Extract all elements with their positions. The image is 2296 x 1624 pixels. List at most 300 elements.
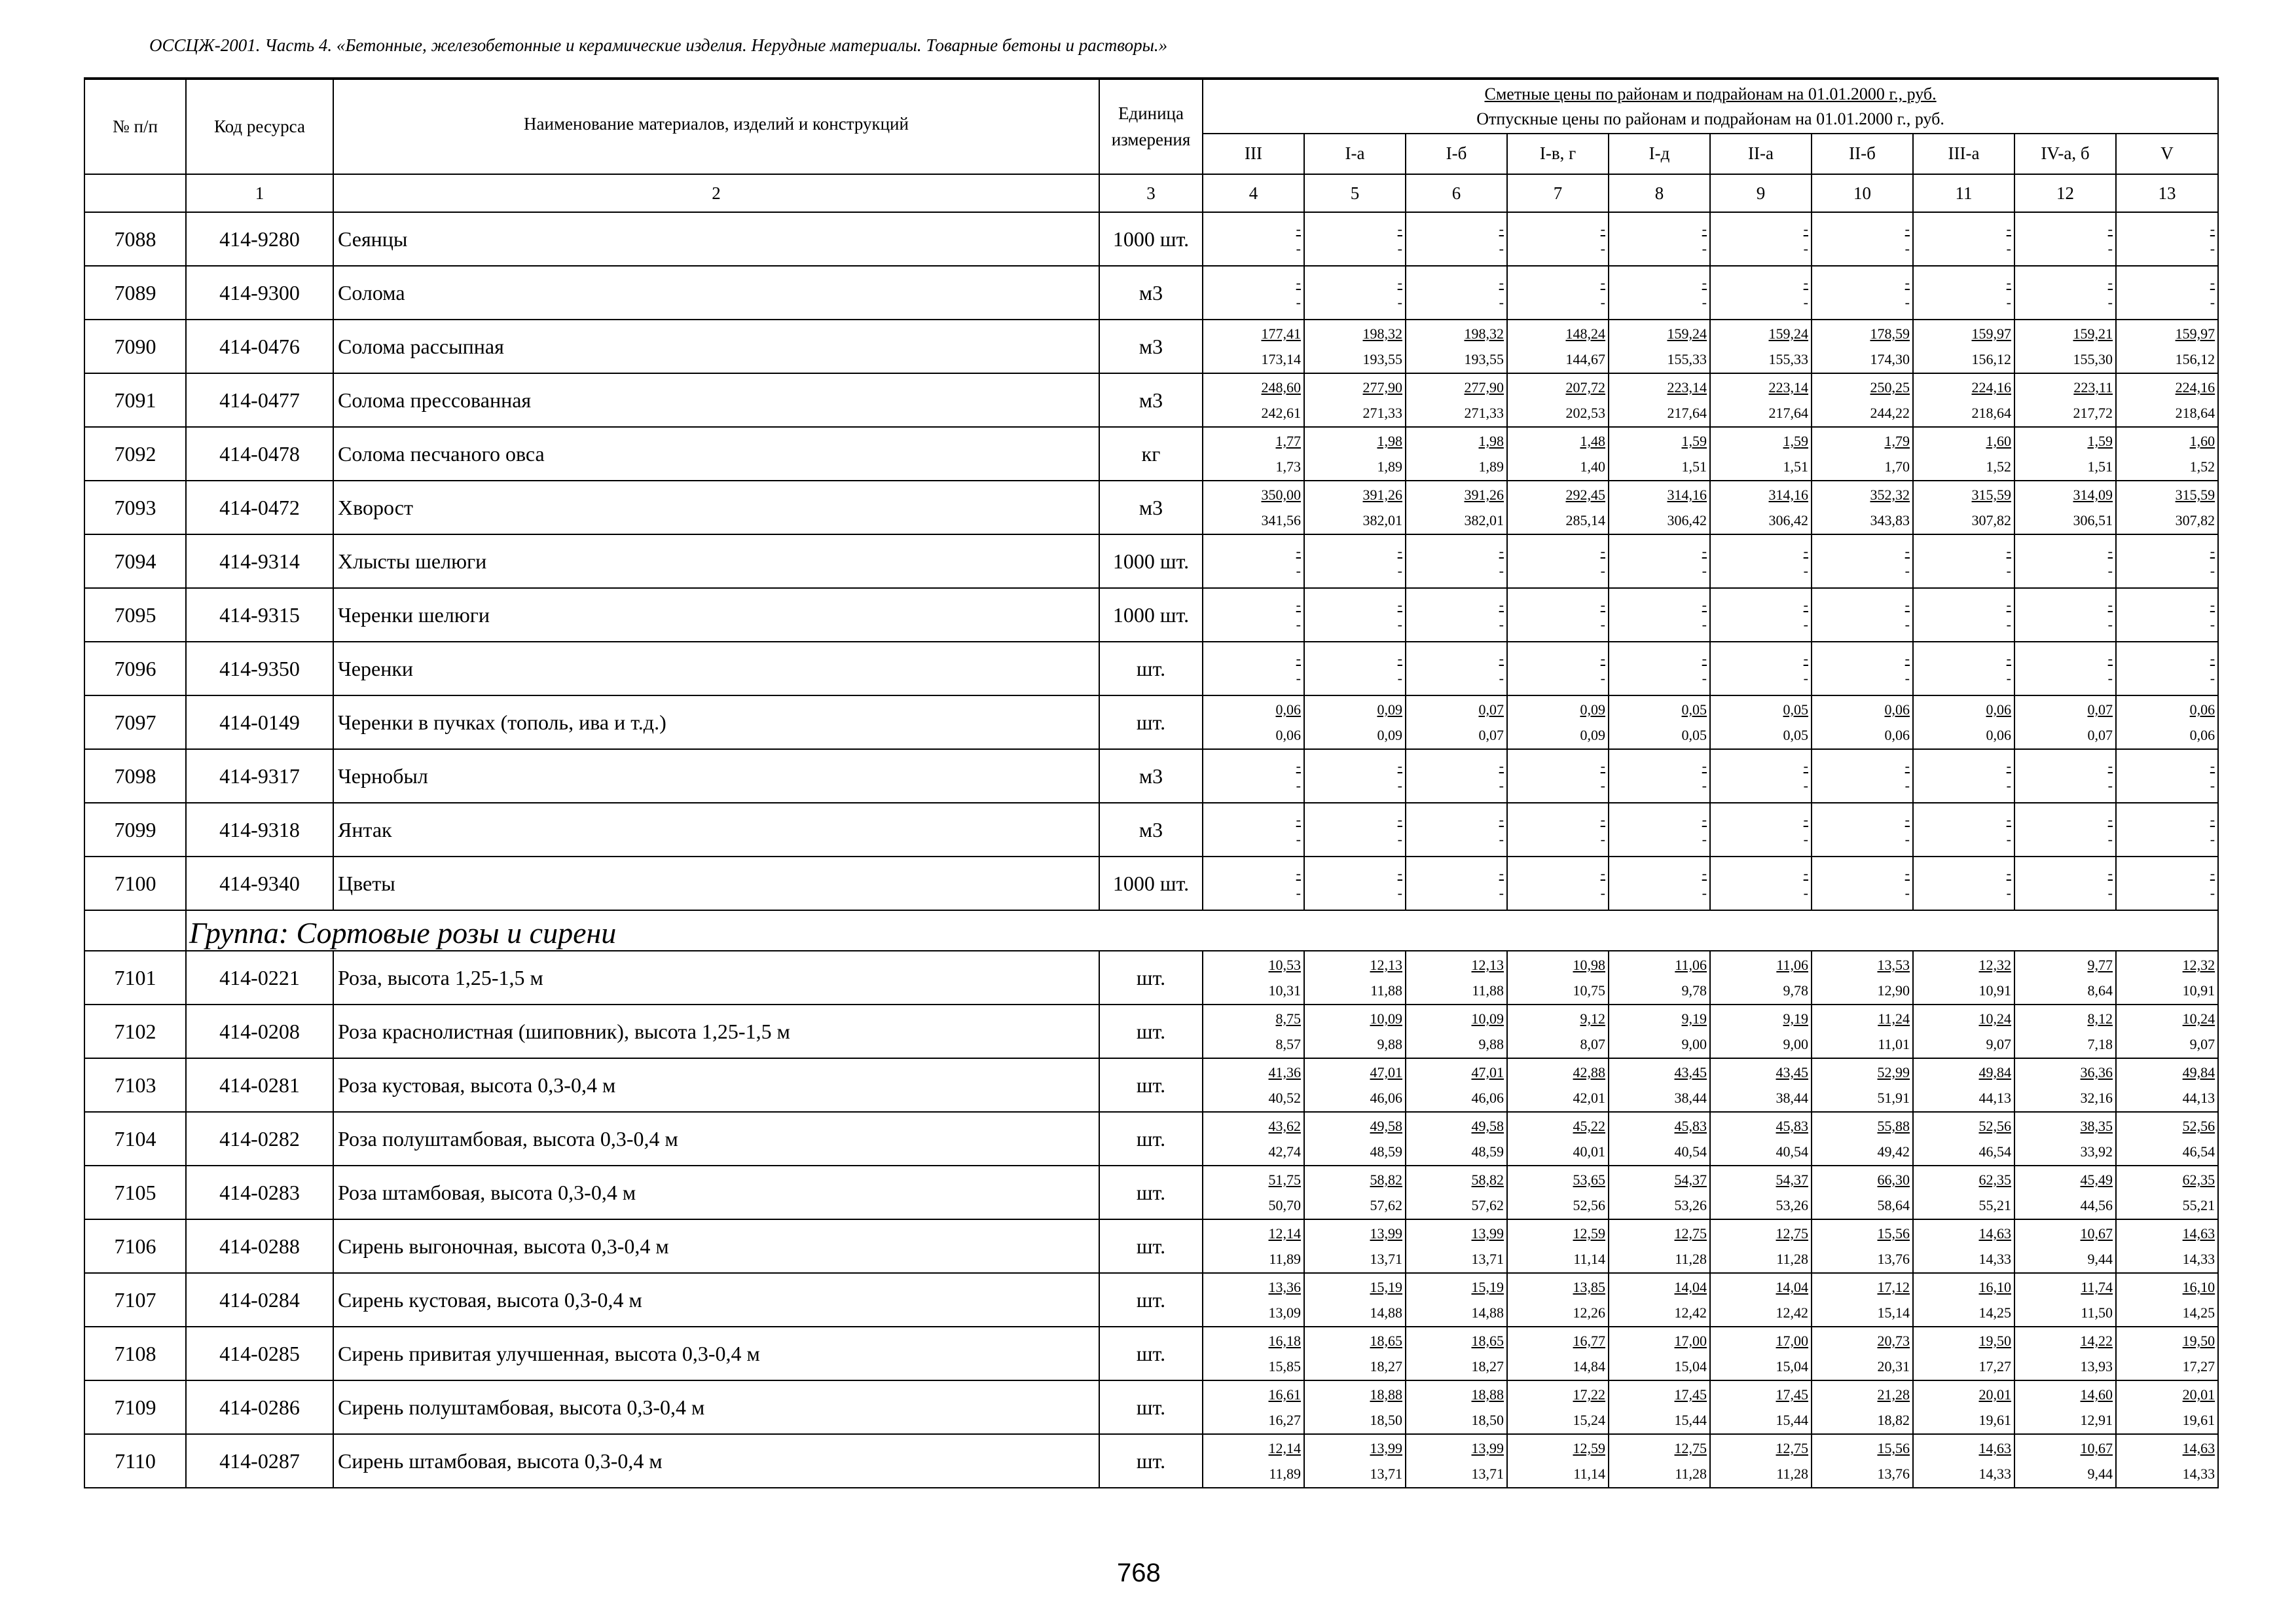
price-cell (1609, 695, 1710, 749)
estimated-price: - (1397, 221, 1402, 237)
release-price: 49,42 (1877, 1143, 1910, 1160)
estimated-price: - (1296, 650, 1301, 667)
price-cell (1406, 642, 1507, 695)
unit: шт. (1099, 1005, 1203, 1058)
row-number: 7107 (84, 1273, 186, 1327)
price-cell (2014, 1380, 2116, 1434)
estimated-price: 0,05 (1681, 701, 1707, 718)
price-cell (1609, 534, 1710, 588)
resource-code: 414-0282 (186, 1112, 333, 1166)
estimated-price: 14,63 (1978, 1440, 2011, 1456)
header-prices-estimated: Сметные цены по районам и подрайонам на 01.01.2000 г., руб. (1484, 84, 1937, 103)
release-price: 10,75 (1573, 982, 1605, 999)
price-cell (1507, 642, 1609, 695)
resource-code: 414-9280 (186, 212, 333, 266)
resource-code: 414-0478 (186, 427, 333, 481)
release-price: 12,26 (1573, 1304, 1605, 1321)
estimated-price: 11,24 (1878, 1010, 1910, 1027)
release-price: - (1803, 777, 1808, 794)
price-cell (1406, 266, 1507, 320)
unit: м3 (1099, 266, 1203, 320)
price-cell (1609, 1112, 1710, 1166)
price-cell (1710, 1434, 1812, 1488)
estimated-price: 0,09 (1580, 701, 1605, 718)
price-cell (2116, 481, 2218, 534)
estimated-price: - (1803, 811, 1808, 828)
estimated-price: - (2107, 811, 2113, 828)
estimated-price: 14,60 (2080, 1386, 2113, 1403)
price-cell (1609, 212, 1710, 266)
price-cell (1609, 427, 1710, 481)
row-number: 7088 (84, 212, 186, 266)
price-cell (1304, 1219, 1406, 1273)
column-number: 5 (1304, 174, 1406, 212)
release-price: 9,07 (1986, 1036, 2011, 1052)
release-price: 15,85 (1268, 1358, 1301, 1375)
release-price: 11,50 (2081, 1304, 2113, 1321)
price-cell (1406, 1005, 1507, 1058)
release-price: - (1499, 240, 1504, 257)
unit: кг (1099, 427, 1203, 481)
price-cell (1913, 266, 2014, 320)
header-region: I-б (1406, 134, 1507, 174)
price-cell (2014, 803, 2116, 857)
price-cell (1304, 803, 1406, 857)
release-price: 14,25 (2182, 1304, 2215, 1321)
release-price: - (1499, 294, 1504, 310)
estimated-price: 49,84 (1978, 1064, 2011, 1080)
resource-code: 414-0221 (186, 951, 333, 1005)
estimated-price: 10,67 (2080, 1225, 2113, 1242)
release-price: 13,71 (1471, 1251, 1504, 1267)
release-price: 343,83 (1870, 512, 1910, 528)
release-price: 13,71 (1471, 1466, 1504, 1482)
group-row (84, 910, 2218, 951)
price-cell (1710, 1166, 1812, 1219)
price-cell (1304, 534, 1406, 588)
release-price: 38,44 (1776, 1090, 1808, 1106)
price-cell (1406, 481, 1507, 534)
release-price: 53,26 (1776, 1197, 1808, 1213)
price-cell (2116, 749, 2218, 803)
estimated-price: 11,06 (1675, 957, 1707, 973)
price-cell (2014, 266, 2116, 320)
estimated-price: - (1904, 811, 1910, 828)
release-price: - (1600, 777, 1605, 794)
release-price: 58,64 (1877, 1197, 1910, 1213)
price-cell (1609, 1273, 1710, 1327)
price-cell (2014, 749, 2116, 803)
release-price: 17,27 (1978, 1358, 2011, 1375)
release-price: 10,91 (2182, 982, 2215, 999)
release-price: 1,89 (1478, 458, 1504, 475)
resource-code: 414-0208 (186, 1005, 333, 1058)
release-price: 8,07 (1580, 1036, 1605, 1052)
price-cell (1304, 642, 1406, 695)
estimated-price: - (1702, 543, 1707, 559)
release-price: 15,24 (1573, 1412, 1605, 1428)
release-price: 307,82 (1971, 512, 2011, 528)
release-price: - (1397, 563, 1402, 579)
release-price: - (1296, 240, 1301, 257)
price-cell (2014, 1112, 2116, 1166)
estimated-price: 248,60 (1261, 379, 1301, 396)
estimated-price: 391,26 (1464, 487, 1504, 503)
row-number: 7098 (84, 749, 186, 803)
estimated-price: 13,85 (1573, 1279, 1605, 1295)
release-price: 12,90 (1877, 982, 1910, 999)
resource-code: 414-0281 (186, 1058, 333, 1112)
estimated-price: 292,45 (1565, 487, 1605, 503)
estimated-price: - (1296, 543, 1301, 559)
release-price: 15,04 (1776, 1358, 1808, 1375)
estimated-price: 177,41 (1261, 325, 1301, 342)
price-cell (1609, 1219, 1710, 1273)
price-cell (1812, 642, 1913, 695)
estimated-price: 12,59 (1573, 1440, 1605, 1456)
release-price: - (1600, 616, 1605, 633)
price-cell (1304, 588, 1406, 642)
price-cell (1507, 857, 1609, 910)
estimated-price: - (1904, 865, 1910, 881)
release-price: 0,05 (1681, 727, 1707, 743)
group-row-blank (84, 910, 186, 951)
release-price: - (2107, 563, 2113, 579)
unit: шт. (1099, 1434, 1203, 1488)
estimated-price: 0,06 (1986, 701, 2011, 718)
price-cell (1507, 1327, 1609, 1380)
release-price: 382,01 (1362, 512, 1402, 528)
release-price: 42,74 (1268, 1143, 1301, 1160)
release-price: - (1904, 831, 1910, 847)
price-cell (2116, 1112, 2218, 1166)
estimated-price: 11,74 (2081, 1279, 2113, 1295)
price-cell (1304, 1434, 1406, 1488)
price-cell (1203, 427, 1304, 481)
material-name: Хворост (333, 481, 1099, 534)
estimated-price: - (1904, 543, 1910, 559)
resource-code: 414-9317 (186, 749, 333, 803)
price-cell (1203, 642, 1304, 695)
release-price: 9,44 (2087, 1251, 2113, 1267)
price-cell (2116, 427, 2218, 481)
estimated-price: - (1904, 274, 1910, 291)
release-price: 44,13 (2182, 1090, 2215, 1106)
material-name: Сирень выгоночная, высота 0,3-0,4 м (333, 1219, 1099, 1273)
release-price: 40,54 (1776, 1143, 1808, 1160)
estimated-price: - (1803, 221, 1808, 237)
estimated-price: 0,07 (1478, 701, 1504, 718)
estimated-price: 17,00 (1674, 1333, 1707, 1349)
estimated-price: 15,19 (1370, 1279, 1402, 1295)
price-cell (2116, 1380, 2218, 1434)
estimated-price: 12,14 (1268, 1440, 1301, 1456)
release-price: - (1803, 831, 1808, 847)
release-price: 9,78 (1783, 982, 1808, 999)
table-row (84, 534, 2218, 588)
price-cell (1710, 642, 1812, 695)
row-number: 7091 (84, 373, 186, 427)
unit: шт. (1099, 642, 1203, 695)
release-price: 40,01 (1573, 1143, 1605, 1160)
column-number: 11 (1913, 174, 2014, 212)
price-cell (1812, 212, 1913, 266)
resource-code: 414-9314 (186, 534, 333, 588)
release-price: 38,44 (1674, 1090, 1707, 1106)
price-cell (1507, 534, 1609, 588)
release-price: 193,55 (1464, 351, 1504, 367)
price-cell (1203, 1273, 1304, 1327)
estimated-price: 1,59 (2087, 433, 2113, 449)
release-price: - (2210, 885, 2215, 901)
material-name: Сеянцы (333, 212, 1099, 266)
estimated-price: 20,73 (1877, 1333, 1910, 1349)
estimated-price: 12,59 (1573, 1225, 1605, 1242)
estimated-price: - (2210, 221, 2215, 237)
estimated-price: - (1600, 274, 1605, 291)
price-cell (1710, 1327, 1812, 1380)
unit: шт. (1099, 1273, 1203, 1327)
estimated-price: 52,99 (1877, 1064, 1910, 1080)
release-price: 13,71 (1370, 1251, 1402, 1267)
estimated-price: 15,56 (1877, 1225, 1910, 1242)
price-cell (1203, 1219, 1304, 1273)
price-cell (1913, 481, 2014, 534)
estimated-price: - (1600, 865, 1605, 881)
price-cell (1913, 588, 2014, 642)
estimated-price: 12,32 (1978, 957, 2011, 973)
estimated-price: 10,53 (1268, 957, 1301, 973)
release-price: 0,09 (1377, 727, 1402, 743)
release-price: 11,88 (1472, 982, 1504, 999)
release-price: 1,51 (2087, 458, 2113, 475)
unit: 1000 шт. (1099, 857, 1203, 910)
release-price: 9,00 (1783, 1036, 1808, 1052)
release-price: 155,33 (1667, 351, 1707, 367)
release-price: 12,91 (2080, 1412, 2113, 1428)
price-cell (1913, 1327, 2014, 1380)
estimated-price: - (1499, 543, 1504, 559)
estimated-price: 17,45 (1776, 1386, 1808, 1403)
price-cell (1406, 803, 1507, 857)
material-name: Солома песчаного овса (333, 427, 1099, 481)
price-cell (1812, 373, 1913, 427)
estimated-price: - (2107, 758, 2113, 774)
estimated-price: 14,63 (1978, 1225, 2011, 1242)
estimated-price: 45,83 (1674, 1118, 1707, 1134)
release-price: 341,56 (1261, 512, 1301, 528)
price-cell (1812, 803, 1913, 857)
estimated-price: 36,36 (2080, 1064, 2113, 1080)
row-number: 7090 (84, 320, 186, 373)
release-price: 44,13 (1978, 1090, 2011, 1106)
estimated-price: - (1803, 758, 1808, 774)
row-number: 7096 (84, 642, 186, 695)
header-prices-release: Отпускные цены по районам и подрайонам на 01.01.2000 г., руб. (1476, 109, 1944, 128)
estimated-price: 52,56 (2182, 1118, 2215, 1134)
release-price: 11,28 (1675, 1251, 1707, 1267)
estimated-price: 20,01 (1978, 1386, 2011, 1403)
price-cell (1710, 803, 1812, 857)
material-name: Роза кустовая, высота 0,3-0,4 м (333, 1058, 1099, 1112)
estimated-price: 0,06 (1275, 701, 1301, 718)
estimated-price: 16,18 (1268, 1333, 1301, 1349)
release-price: 244,22 (1870, 405, 1910, 421)
price-cell (1406, 1327, 1507, 1380)
estimated-price: - (1702, 274, 1707, 291)
release-price: 0,09 (1580, 727, 1605, 743)
price-cell (2014, 695, 2116, 749)
estimated-price: 12,75 (1776, 1225, 1808, 1242)
material-name: Черенки (333, 642, 1099, 695)
price-cell (1609, 320, 1710, 373)
price-cell (2116, 373, 2218, 427)
column-number: 4 (1203, 174, 1304, 212)
release-price: 306,42 (1667, 512, 1707, 528)
estimated-price: 159,24 (1667, 325, 1707, 342)
release-price: 9,78 (1681, 982, 1707, 999)
price-cell (1609, 951, 1710, 1005)
release-price: 46,54 (1978, 1143, 2011, 1160)
material-name: Роза полуштамбовая, высота 0,3-0,4 м (333, 1112, 1099, 1166)
release-price: - (2107, 294, 2113, 310)
price-cell (2014, 1058, 2116, 1112)
column-number: 13 (2116, 174, 2218, 212)
release-price: 14,88 (1370, 1304, 1402, 1321)
header-region: I-в, г (1507, 134, 1609, 174)
release-price: 18,27 (1370, 1358, 1402, 1375)
header-region: I-а (1304, 134, 1406, 174)
price-cell (1203, 1166, 1304, 1219)
release-price: - (2107, 885, 2113, 901)
estimated-price: - (2006, 543, 2011, 559)
release-price: - (2006, 885, 2011, 901)
estimated-price: 62,35 (2182, 1172, 2215, 1188)
release-price: 19,61 (1978, 1412, 2011, 1428)
estimated-price: 277,90 (1362, 379, 1402, 396)
price-cell (1812, 1005, 1913, 1058)
estimated-price: 315,59 (2175, 487, 2215, 503)
estimated-price: 66,30 (1877, 1172, 1910, 1188)
estimated-price: 314,09 (2073, 487, 2113, 503)
release-price: - (1499, 563, 1504, 579)
release-price: 13,76 (1877, 1251, 1910, 1267)
estimated-price: - (1904, 758, 1910, 774)
price-cell (2014, 951, 2116, 1005)
table-row (84, 212, 2218, 266)
release-price: 55,21 (2182, 1197, 2215, 1213)
estimated-price: - (1904, 597, 1910, 613)
release-price: 13,93 (2080, 1358, 2113, 1375)
release-price: 1,70 (1884, 458, 1910, 475)
release-price: 15,44 (1674, 1412, 1707, 1428)
release-price: 53,26 (1674, 1197, 1707, 1213)
release-price: 382,01 (1464, 512, 1504, 528)
price-cell (1609, 642, 1710, 695)
release-price: 217,72 (2073, 405, 2113, 421)
column-number: 2 (333, 174, 1099, 212)
estimated-price: - (2210, 543, 2215, 559)
estimated-price: - (1296, 811, 1301, 828)
estimated-price: - (2107, 274, 2113, 291)
price-cell (1609, 1327, 1710, 1380)
estimated-price: - (2210, 597, 2215, 613)
release-price: - (2107, 670, 2113, 686)
estimated-price: 42,88 (1573, 1064, 1605, 1080)
price-cell (2116, 857, 2218, 910)
price-cell (1507, 1380, 1609, 1434)
estimated-price: 207,72 (1565, 379, 1605, 396)
material-name: Роза, высота 1,25-1,5 м (333, 951, 1099, 1005)
release-price: 12,42 (1776, 1304, 1808, 1321)
price-cell (2014, 534, 2116, 588)
price-cell (1406, 857, 1507, 910)
price-cell (1710, 266, 1812, 320)
price-cell (2014, 1166, 2116, 1219)
release-price: 46,06 (1471, 1090, 1504, 1106)
price-cell (1304, 320, 1406, 373)
price-cell (1304, 857, 1406, 910)
price-cell (1710, 1219, 1812, 1273)
release-price: - (1702, 294, 1707, 310)
estimated-price: 16,61 (1268, 1386, 1301, 1403)
release-price: 15,04 (1674, 1358, 1707, 1375)
estimated-price: - (2006, 221, 2011, 237)
release-price: 242,61 (1261, 405, 1301, 421)
estimated-price: - (1499, 274, 1504, 291)
price-cell (2116, 951, 2218, 1005)
estimated-price: 148,24 (1565, 325, 1605, 342)
release-price: 14,33 (2182, 1251, 2215, 1267)
header-region: IV-а, б (2014, 134, 2116, 174)
release-price: - (1904, 294, 1910, 310)
resource-code: 414-9350 (186, 642, 333, 695)
estimated-price: 0,09 (1377, 701, 1402, 718)
release-price: 306,42 (1768, 512, 1808, 528)
estimated-price: 352,32 (1870, 487, 1910, 503)
price-cell (1812, 320, 1913, 373)
unit: м3 (1099, 373, 1203, 427)
unit: 1000 шт. (1099, 588, 1203, 642)
release-price: - (1397, 885, 1402, 901)
release-price: 271,33 (1464, 405, 1504, 421)
release-price: - (2107, 777, 2113, 794)
release-price: - (2210, 563, 2215, 579)
estimated-price: - (2210, 650, 2215, 667)
estimated-price: - (1803, 650, 1808, 667)
release-price: 11,28 (1776, 1466, 1808, 1482)
price-cell (1812, 1112, 1913, 1166)
release-price: 15,14 (1877, 1304, 1910, 1321)
release-price: 9,44 (2087, 1466, 2113, 1482)
estimated-price: 45,83 (1776, 1118, 1808, 1134)
release-price: - (1600, 831, 1605, 847)
estimated-price: 13,36 (1268, 1279, 1301, 1295)
release-price: 16,27 (1268, 1412, 1301, 1428)
estimated-price: 0,05 (1783, 701, 1808, 718)
estimated-price: - (1803, 543, 1808, 559)
estimated-price: 315,59 (1971, 487, 2011, 503)
estimated-price: 10,24 (1978, 1010, 2011, 1027)
price-cell (1710, 320, 1812, 373)
estimated-price: 277,90 (1464, 379, 1504, 396)
estimated-price: 1,48 (1580, 433, 1605, 449)
estimated-price: 18,88 (1471, 1386, 1504, 1403)
unit: шт. (1099, 951, 1203, 1005)
column-number-blank (84, 174, 186, 212)
row-number: 7092 (84, 427, 186, 481)
table-row (84, 1380, 2218, 1434)
